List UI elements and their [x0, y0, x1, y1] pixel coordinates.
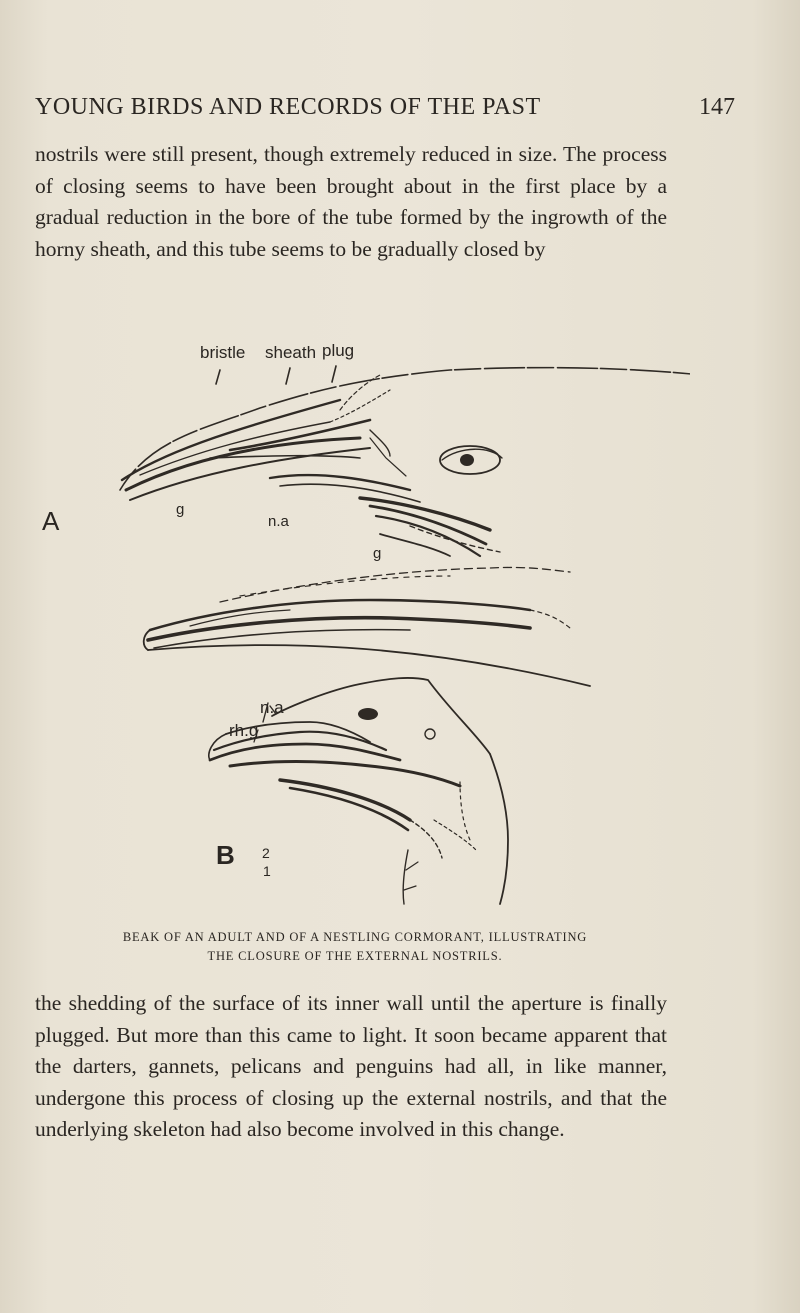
label-g-upper: g: [176, 501, 185, 518]
page-header: [35, 94, 735, 121]
beak-illustration: [30, 330, 690, 920]
caption-line-2: THE CLOSURE OF THE EXTERNAL NOSTRILS.: [207, 949, 503, 963]
label-na-b: n.a: [260, 698, 284, 717]
figure-caption: [35, 928, 675, 966]
figure-b-drawing: [209, 678, 508, 904]
label-num-1: 1: [263, 863, 271, 879]
label-na-a: n.a: [268, 513, 289, 530]
page-number: 147: [699, 94, 735, 120]
label-rhg: rh.g: [229, 721, 259, 740]
label-g-lower: g: [373, 545, 382, 562]
label-sheath: sheath: [265, 343, 317, 362]
paragraph-2: the shedding of the surface of its inner wall until the aperture is finally plugged. But more than this came to light. It soon became apparent that the darters, gannets, pelicans and penguins had all, in like manner, undergone this process of closing up the external nostrils, and that the underlying skeleton had also become involved in this change.: [35, 991, 667, 1141]
beak-drawing: [30, 330, 690, 920]
label-panel-b: B: [216, 840, 235, 870]
figure-a-drawing: [120, 366, 690, 686]
label-bristle: bristle: [200, 343, 246, 362]
label-num-2: 2: [262, 845, 270, 861]
running-head: YOUNG BIRDS AND RECORDS OF THE PAST: [35, 94, 541, 120]
label-panel-a: A: [42, 506, 60, 536]
label-plug: plug: [322, 341, 355, 360]
caption-line-1: BEAK OF AN ADULT AND OF A NESTLING CORMORANT, ILLUSTRATING: [122, 930, 588, 944]
paragraph-1: nostrils were still present, though extremely reduced in size. The process of closing seems to have been brought about in the first place by a gradual reduction in the bore of the tube formed by the ingrowth of the horny sheath, and this tube seems to be gradually closed by: [35, 142, 667, 261]
